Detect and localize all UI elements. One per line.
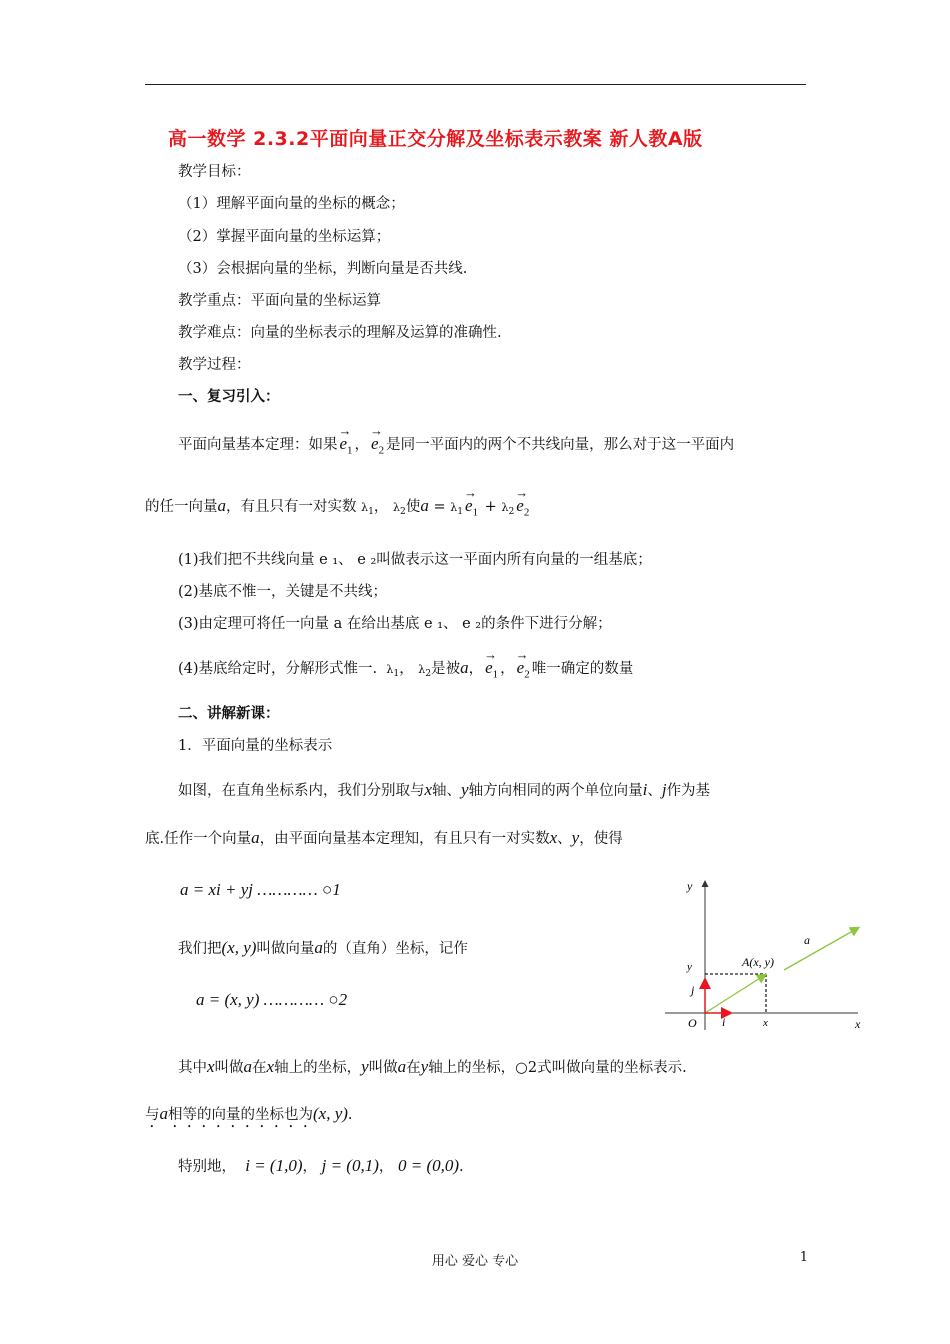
key-point: 教学重点：平面向量的坐标运算	[178, 293, 381, 309]
page-number: 1	[799, 1250, 808, 1265]
note-3: (3)由定理可将任一向量 a 在给出基底 e ₁、 e ₂的条件下进行分解；	[178, 616, 612, 632]
vector-a-label: a	[804, 933, 810, 947]
header-rule	[145, 84, 806, 85]
coordinate-figure	[662, 870, 872, 1035]
objective-3: （3）会根据向量的坐标，判断向量是否共线.	[178, 261, 468, 277]
j-label: j	[691, 983, 695, 997]
a-vector	[784, 928, 858, 970]
x-axis-label: x	[855, 1017, 861, 1031]
paragraph-3: 我们把(x, y)叫做向量a的（直角）坐标，记作	[178, 938, 468, 957]
process-label: 教学过程：	[178, 357, 251, 373]
objectives-heading: 教学目标：	[178, 164, 251, 180]
note-1: (1)我们把不共线向量 e ₁、 e ₂叫做表示这一平面内所有向量的一组基底；	[178, 552, 652, 568]
note-2: (2)基底不惟一，关键是不共线；	[178, 584, 388, 600]
objective-2: （2）掌握平面向量的坐标运算；	[178, 229, 391, 245]
point-a-label: A(x, y)	[742, 955, 774, 969]
footer-text: 用心 爱心 专心	[431, 1254, 519, 1269]
paragraph-4: 其中x叫做a在x轴上的坐标，y叫做a在y轴上的坐标，○2式叫做向量的坐标表示.	[178, 1057, 687, 1076]
y-tick-label: y	[687, 961, 692, 973]
equation-2: a = (x, y) ………… ○2	[196, 990, 348, 1009]
paragraph-2: 底.任作一个向量a，由平面向量基本定理知，有且只有一对实数x、y，使得	[145, 828, 623, 847]
paragraph-1: 如图，在直角坐标系内，我们分别取与x轴、y轴方向相同的两个单位向量i、j作为基	[178, 780, 711, 799]
page-title: 高一数学 2.3.2平面向量正交分解及坐标表示教案 新人教A版	[168, 128, 703, 150]
i-label: i	[722, 1015, 726, 1029]
equation-1: a = xi + yj ………… ○1	[180, 880, 341, 899]
theorem-line-2: 的任一向量a，有且只有一对实数 $\lambda_1$， $\lambda_2$使$a = \lambda_1$ → $e_1 + \lambda_2$ → $e_2$	[145, 485, 530, 519]
paragraph-5: 与a相等的向量的坐标也为(x, y).	[145, 1104, 353, 1123]
oa-vector	[705, 975, 765, 1013]
theorem-line-1: 平面向量基本定理：如果 → $e_1$ ， → $e_2$ 是同一平面内的两个不共线向量，那么对于这一平面内	[178, 423, 735, 457]
special-case: 特别地， i = (1,0)， j = (0,1)， 0 = (0,0).	[178, 1156, 464, 1175]
origin-label: O	[688, 1016, 697, 1030]
section2-heading: 二、讲解新课：	[178, 705, 280, 722]
y-axis-label: y	[687, 879, 693, 893]
subsection-title: 1．平面向量的坐标表示	[178, 738, 333, 754]
x-tick-label: x	[763, 1017, 768, 1029]
section1-heading: 一、复习引入：	[178, 388, 280, 405]
note-4: (4)基底给定时，分解形式惟一. $\lambda_1$， $\lambda_2$是被a， → $e_1$ ， → $e_2$ 唯一确定的数量	[178, 647, 634, 681]
difficulty: 教学难点：向量的坐标表示的理解及运算的准确性.	[178, 325, 502, 341]
objective-1: （1）理解平面向量的坐标的概念；	[178, 196, 405, 212]
